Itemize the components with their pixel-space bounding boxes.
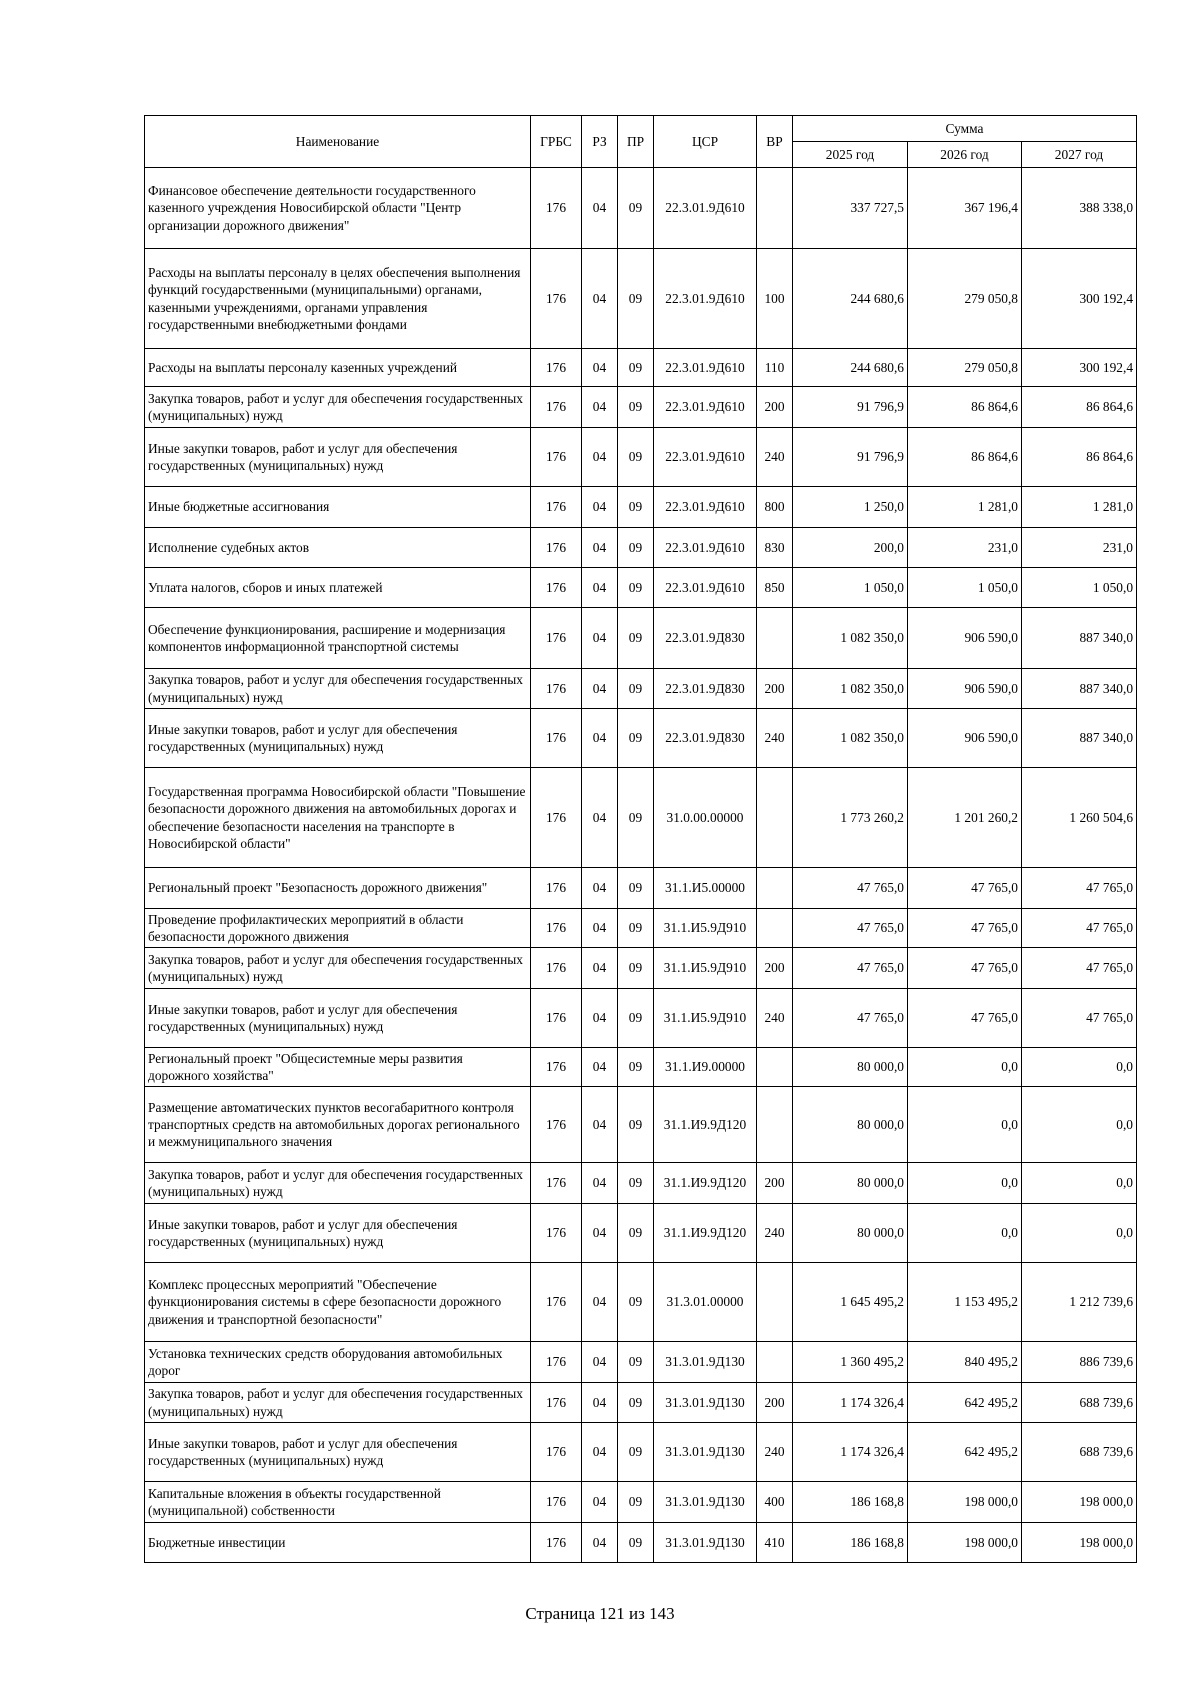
page-number: Страница 121 из 143 — [525, 1604, 675, 1623]
table-row — [145, 909, 1137, 948]
cell-vr: 240 — [757, 1423, 793, 1482]
cell-grbs: 176 — [531, 1423, 582, 1482]
cell-sum-2025: 47 765,0 — [793, 989, 908, 1048]
header-pr: ПР — [618, 116, 654, 168]
cell-vr: 200 — [757, 1383, 793, 1423]
cell-sum-2027: 886 739,6 — [1022, 1342, 1137, 1383]
header-csr: ЦСР — [654, 116, 757, 168]
cell-name: Закупка товаров, работ и услуг для обеспечения государственных (муниципальных) нужд — [145, 669, 531, 709]
cell-grbs: 176 — [531, 989, 582, 1048]
cell-csr: 31.1.И9.9Д120 — [654, 1163, 757, 1204]
cell-pr: 09 — [618, 868, 654, 909]
cell-rz: 04 — [582, 1482, 618, 1523]
cell-sum-2026: 367 196,4 — [908, 168, 1022, 249]
table-body — [145, 168, 1137, 1563]
cell-pr: 09 — [618, 568, 654, 608]
cell-name: Региональный проект "Безопасность дорожного движения" — [145, 868, 531, 909]
cell-sum-2025: 1 250,0 — [793, 487, 908, 528]
cell-grbs: 176 — [531, 168, 582, 249]
cell-sum-2025: 80 000,0 — [793, 1204, 908, 1263]
cell-rz: 04 — [582, 387, 618, 428]
table-row — [145, 1342, 1137, 1383]
cell-sum-2025: 47 765,0 — [793, 948, 908, 989]
cell-sum-2025: 47 765,0 — [793, 909, 908, 948]
cell-sum-2027: 300 192,4 — [1022, 249, 1137, 349]
cell-vr: 800 — [757, 487, 793, 528]
budget-table — [144, 115, 1137, 1563]
cell-sum-2027: 47 765,0 — [1022, 948, 1137, 989]
cell-sum-2025: 91 796,9 — [793, 428, 908, 487]
cell-name: Закупка товаров, работ и услуг для обеспечения государственных (муниципальных) нужд — [145, 1163, 531, 1204]
cell-grbs: 176 — [531, 428, 582, 487]
cell-sum-2026: 47 765,0 — [908, 868, 1022, 909]
cell-name: Иные закупки товаров, работ и услуг для обеспечения государственных (муниципальных) нужд — [145, 989, 531, 1048]
cell-sum-2027: 47 765,0 — [1022, 868, 1137, 909]
cell-name: Иные закупки товаров, работ и услуг для обеспечения государственных (муниципальных) нужд — [145, 1423, 531, 1482]
cell-pr: 09 — [618, 1048, 654, 1087]
cell-sum-2025: 47 765,0 — [793, 868, 908, 909]
cell-name: Обеспечение функционирования, расширение и модернизация компонентов информационной транспортной системы — [145, 608, 531, 669]
cell-sum-2026: 840 495,2 — [908, 1342, 1022, 1383]
cell-sum-2025: 80 000,0 — [793, 1087, 908, 1163]
table-row — [145, 1423, 1137, 1482]
cell-pr: 09 — [618, 1204, 654, 1263]
cell-sum-2026: 47 765,0 — [908, 909, 1022, 948]
cell-vr: 850 — [757, 568, 793, 608]
cell-csr: 31.3.01.9Д130 — [654, 1383, 757, 1423]
cell-rz: 04 — [582, 1383, 618, 1423]
cell-name: Иные закупки товаров, работ и услуг для обеспечения государственных (муниципальных) нужд — [145, 428, 531, 487]
cell-sum-2026: 279 050,8 — [908, 249, 1022, 349]
cell-vr: 110 — [757, 349, 793, 387]
cell-sum-2027: 1 260 504,6 — [1022, 768, 1137, 868]
table-row — [145, 768, 1137, 868]
cell-sum-2025: 1 174 326,4 — [793, 1383, 908, 1423]
cell-vr: 240 — [757, 989, 793, 1048]
cell-pr: 09 — [618, 1383, 654, 1423]
cell-vr: 200 — [757, 387, 793, 428]
cell-sum-2025: 337 727,5 — [793, 168, 908, 249]
cell-grbs: 176 — [531, 1263, 582, 1342]
cell-grbs: 176 — [531, 909, 582, 948]
cell-name: Комплекс процессных мероприятий "Обеспечение функционирования системы в сфере безопасности дорожного движения и транспортной безопасности" — [145, 1263, 531, 1342]
cell-name: Иные закупки товаров, работ и услуг для обеспечения государственных (муниципальных) нужд — [145, 709, 531, 768]
cell-vr: 240 — [757, 1204, 793, 1263]
cell-grbs: 176 — [531, 1163, 582, 1204]
header-year-2027: 2027 год — [1022, 142, 1137, 168]
cell-sum-2026: 47 765,0 — [908, 989, 1022, 1048]
cell-pr: 09 — [618, 1482, 654, 1523]
cell-pr: 09 — [618, 387, 654, 428]
cell-name: Капитальные вложения в объекты государственной (муниципальной) собственности — [145, 1482, 531, 1523]
cell-sum-2027: 47 765,0 — [1022, 909, 1137, 948]
cell-rz: 04 — [582, 1342, 618, 1383]
cell-grbs: 176 — [531, 608, 582, 669]
cell-pr: 09 — [618, 168, 654, 249]
cell-pr: 09 — [618, 669, 654, 709]
cell-grbs: 176 — [531, 948, 582, 989]
table-row — [145, 669, 1137, 709]
cell-sum-2026: 1 281,0 — [908, 487, 1022, 528]
cell-sum-2027: 198 000,0 — [1022, 1482, 1137, 1523]
cell-sum-2027: 0,0 — [1022, 1087, 1137, 1163]
cell-grbs: 176 — [531, 1342, 582, 1383]
cell-name: Расходы на выплаты персоналу в целях обеспечения выполнения функций государственными (муниципальными) органами, казенными учреждениями, органами управления государственными внебюджетными фондами — [145, 249, 531, 349]
cell-csr: 31.3.01.9Д130 — [654, 1523, 757, 1563]
table-row — [145, 709, 1137, 768]
cell-sum-2026: 1 201 260,2 — [908, 768, 1022, 868]
cell-rz: 04 — [582, 989, 618, 1048]
cell-sum-2025: 1 082 350,0 — [793, 608, 908, 669]
cell-pr: 09 — [618, 428, 654, 487]
cell-pr: 09 — [618, 608, 654, 669]
cell-vr — [757, 909, 793, 948]
cell-sum-2027: 688 739,6 — [1022, 1423, 1137, 1482]
cell-vr: 200 — [757, 1163, 793, 1204]
cell-csr: 31.1.И5.9Д910 — [654, 989, 757, 1048]
cell-sum-2025: 1 360 495,2 — [793, 1342, 908, 1383]
cell-csr: 22.3.01.9Д830 — [654, 709, 757, 768]
cell-name: Закупка товаров, работ и услуг для обеспечения государственных (муниципальных) нужд — [145, 948, 531, 989]
cell-csr: 22.3.01.9Д830 — [654, 608, 757, 669]
cell-rz: 04 — [582, 1048, 618, 1087]
cell-sum-2026: 1 153 495,2 — [908, 1263, 1022, 1342]
cell-grbs: 176 — [531, 768, 582, 868]
cell-rz: 04 — [582, 528, 618, 568]
cell-rz: 04 — [582, 1087, 618, 1163]
table-row — [145, 1163, 1137, 1204]
cell-vr — [757, 1087, 793, 1163]
cell-vr — [757, 168, 793, 249]
cell-pr: 09 — [618, 909, 654, 948]
table-row — [145, 989, 1137, 1048]
cell-name: Бюджетные инвестиции — [145, 1523, 531, 1563]
cell-name: Иные закупки товаров, работ и услуг для обеспечения государственных (муниципальных) нужд — [145, 1204, 531, 1263]
cell-csr: 31.1.И5.9Д910 — [654, 909, 757, 948]
cell-vr — [757, 1342, 793, 1383]
cell-grbs: 176 — [531, 528, 582, 568]
table-row — [145, 1482, 1137, 1523]
cell-rz: 04 — [582, 428, 618, 487]
cell-vr: 200 — [757, 669, 793, 709]
cell-grbs: 176 — [531, 868, 582, 909]
cell-sum-2027: 231,0 — [1022, 528, 1137, 568]
cell-sum-2025: 186 168,8 — [793, 1482, 908, 1523]
cell-sum-2025: 1 773 260,2 — [793, 768, 908, 868]
cell-pr: 09 — [618, 249, 654, 349]
header-rz: РЗ — [582, 116, 618, 168]
table-row — [145, 1263, 1137, 1342]
cell-sum-2027: 887 340,0 — [1022, 608, 1137, 669]
cell-rz: 04 — [582, 249, 618, 349]
cell-grbs: 176 — [531, 669, 582, 709]
cell-vr: 100 — [757, 249, 793, 349]
table-row — [145, 387, 1137, 428]
cell-sum-2026: 906 590,0 — [908, 669, 1022, 709]
cell-grbs: 176 — [531, 1087, 582, 1163]
cell-csr: 22.3.01.9Д830 — [654, 669, 757, 709]
cell-pr: 09 — [618, 768, 654, 868]
table-header — [145, 116, 1137, 168]
header-sum: Сумма — [793, 116, 1137, 142]
cell-vr: 240 — [757, 709, 793, 768]
cell-csr: 31.1.И5.9Д910 — [654, 948, 757, 989]
cell-rz: 04 — [582, 1163, 618, 1204]
cell-sum-2027: 0,0 — [1022, 1163, 1137, 1204]
cell-csr: 31.3.01.9Д130 — [654, 1423, 757, 1482]
cell-csr: 22.3.01.9Д610 — [654, 249, 757, 349]
cell-sum-2025: 80 000,0 — [793, 1048, 908, 1087]
cell-csr: 22.3.01.9Д610 — [654, 387, 757, 428]
table-row — [145, 948, 1137, 989]
table-row — [145, 428, 1137, 487]
cell-rz: 04 — [582, 168, 618, 249]
cell-name: Исполнение судебных актов — [145, 528, 531, 568]
cell-sum-2026: 47 765,0 — [908, 948, 1022, 989]
cell-sum-2026: 0,0 — [908, 1048, 1022, 1087]
table-row — [145, 487, 1137, 528]
cell-sum-2027: 198 000,0 — [1022, 1523, 1137, 1563]
cell-sum-2027: 0,0 — [1022, 1048, 1137, 1087]
cell-rz: 04 — [582, 768, 618, 868]
cell-name: Установка технических средств оборудования автомобильных дорог — [145, 1342, 531, 1383]
table-row — [145, 168, 1137, 249]
cell-name: Финансовое обеспечение деятельности государственного казенного учреждения Новосибирской области "Центр организации дорожного движения" — [145, 168, 531, 249]
cell-sum-2026: 642 495,2 — [908, 1423, 1022, 1482]
table-row — [145, 249, 1137, 349]
cell-rz: 04 — [582, 948, 618, 989]
cell-sum-2025: 200,0 — [793, 528, 908, 568]
cell-name: Закупка товаров, работ и услуг для обеспечения государственных (муниципальных) нужд — [145, 387, 531, 428]
table-row — [145, 1383, 1137, 1423]
table-row — [145, 608, 1137, 669]
cell-rz: 04 — [582, 1423, 618, 1482]
cell-pr: 09 — [618, 528, 654, 568]
cell-sum-2026: 1 050,0 — [908, 568, 1022, 608]
header-year-2025: 2025 год — [793, 142, 908, 168]
cell-vr — [757, 1048, 793, 1087]
cell-rz: 04 — [582, 669, 618, 709]
cell-sum-2027: 1 281,0 — [1022, 487, 1137, 528]
cell-vr — [757, 608, 793, 669]
cell-sum-2026: 231,0 — [908, 528, 1022, 568]
cell-vr: 400 — [757, 1482, 793, 1523]
cell-csr: 31.1.И9.9Д120 — [654, 1087, 757, 1163]
table-row — [145, 1048, 1137, 1087]
cell-name: Иные бюджетные ассигнования — [145, 487, 531, 528]
cell-pr: 09 — [618, 1087, 654, 1163]
cell-rz: 04 — [582, 568, 618, 608]
cell-rz: 04 — [582, 868, 618, 909]
cell-csr: 22.3.01.9Д610 — [654, 528, 757, 568]
cell-csr: 22.3.01.9Д610 — [654, 349, 757, 387]
cell-rz: 04 — [582, 1204, 618, 1263]
cell-grbs: 176 — [531, 1523, 582, 1563]
cell-csr: 31.0.00.00000 — [654, 768, 757, 868]
table-row — [145, 528, 1137, 568]
cell-csr: 31.1.И9.9Д120 — [654, 1204, 757, 1263]
cell-rz: 04 — [582, 709, 618, 768]
cell-sum-2026: 0,0 — [908, 1087, 1022, 1163]
cell-rz: 04 — [582, 909, 618, 948]
cell-grbs: 176 — [531, 1048, 582, 1087]
cell-rz: 04 — [582, 608, 618, 669]
cell-vr — [757, 868, 793, 909]
cell-sum-2026: 198 000,0 — [908, 1482, 1022, 1523]
cell-rz: 04 — [582, 487, 618, 528]
cell-name: Закупка товаров, работ и услуг для обеспечения государственных (муниципальных) нужд — [145, 1383, 531, 1423]
cell-name: Проведение профилактических мероприятий в области безопасности дорожного движения — [145, 909, 531, 948]
cell-pr: 09 — [618, 349, 654, 387]
cell-sum-2025: 1 082 350,0 — [793, 709, 908, 768]
cell-sum-2026: 906 590,0 — [908, 608, 1022, 669]
cell-grbs: 176 — [531, 387, 582, 428]
table-row — [145, 568, 1137, 608]
cell-vr: 240 — [757, 428, 793, 487]
table-row — [145, 1087, 1137, 1163]
cell-csr: 31.3.01.9Д130 — [654, 1342, 757, 1383]
cell-sum-2025: 1 174 326,4 — [793, 1423, 908, 1482]
cell-sum-2027: 388 338,0 — [1022, 168, 1137, 249]
table-row — [145, 1204, 1137, 1263]
cell-sum-2026: 906 590,0 — [908, 709, 1022, 768]
cell-sum-2026: 0,0 — [908, 1163, 1022, 1204]
cell-sum-2027: 1 050,0 — [1022, 568, 1137, 608]
cell-pr: 09 — [618, 1163, 654, 1204]
table-row — [145, 1523, 1137, 1563]
header-year-2026: 2026 год — [908, 142, 1022, 168]
cell-grbs: 176 — [531, 487, 582, 528]
cell-csr: 31.1.И5.00000 — [654, 868, 757, 909]
header-grbs: ГРБС — [531, 116, 582, 168]
cell-sum-2026: 86 864,6 — [908, 428, 1022, 487]
cell-sum-2025: 91 796,9 — [793, 387, 908, 428]
cell-sum-2027: 86 864,6 — [1022, 387, 1137, 428]
cell-csr: 31.1.И9.00000 — [654, 1048, 757, 1087]
cell-csr: 22.3.01.9Д610 — [654, 168, 757, 249]
cell-pr: 09 — [618, 487, 654, 528]
cell-sum-2026: 0,0 — [908, 1204, 1022, 1263]
cell-sum-2027: 47 765,0 — [1022, 989, 1137, 1048]
cell-sum-2027: 887 340,0 — [1022, 709, 1137, 768]
cell-name: Государственная программа Новосибирской области "Повышение безопасности дорожного движения на автомобильных дорогах и обеспечение безопасности населения на транспорте в Новосибирской области" — [145, 768, 531, 868]
cell-sum-2027: 1 212 739,6 — [1022, 1263, 1137, 1342]
cell-sum-2025: 244 680,6 — [793, 249, 908, 349]
cell-name: Размещение автоматических пунктов весогабаритного контроля транспортных средств на автомобильных дорогах регионального и межмуниципального значения — [145, 1087, 531, 1163]
cell-sum-2027: 86 864,6 — [1022, 428, 1137, 487]
cell-csr: 31.3.01.00000 — [654, 1263, 757, 1342]
cell-sum-2027: 887 340,0 — [1022, 669, 1137, 709]
cell-pr: 09 — [618, 989, 654, 1048]
cell-sum-2026: 279 050,8 — [908, 349, 1022, 387]
cell-vr — [757, 768, 793, 868]
cell-sum-2027: 300 192,4 — [1022, 349, 1137, 387]
table-row — [145, 349, 1137, 387]
cell-pr: 09 — [618, 1423, 654, 1482]
cell-sum-2025: 1 082 350,0 — [793, 669, 908, 709]
header-vr: ВР — [757, 116, 793, 168]
cell-vr: 830 — [757, 528, 793, 568]
cell-rz: 04 — [582, 1263, 618, 1342]
cell-pr: 09 — [618, 709, 654, 768]
cell-sum-2027: 688 739,6 — [1022, 1383, 1137, 1423]
header-name: Наименование — [145, 116, 531, 168]
cell-pr: 09 — [618, 948, 654, 989]
cell-sum-2025: 186 168,8 — [793, 1523, 908, 1563]
cell-grbs: 176 — [531, 709, 582, 768]
cell-grbs: 176 — [531, 249, 582, 349]
cell-vr: 200 — [757, 948, 793, 989]
cell-pr: 09 — [618, 1523, 654, 1563]
cell-grbs: 176 — [531, 349, 582, 387]
cell-sum-2027: 0,0 — [1022, 1204, 1137, 1263]
cell-csr: 22.3.01.9Д610 — [654, 487, 757, 528]
cell-sum-2025: 244 680,6 — [793, 349, 908, 387]
cell-sum-2026: 642 495,2 — [908, 1383, 1022, 1423]
cell-csr: 31.3.01.9Д130 — [654, 1482, 757, 1523]
cell-name: Региональный проект "Общесистемные меры развития дорожного хозяйства" — [145, 1048, 531, 1087]
cell-pr: 09 — [618, 1342, 654, 1383]
cell-sum-2025: 1 050,0 — [793, 568, 908, 608]
table-row — [145, 868, 1137, 909]
cell-grbs: 176 — [531, 568, 582, 608]
cell-pr: 09 — [618, 1263, 654, 1342]
cell-rz: 04 — [582, 349, 618, 387]
cell-grbs: 176 — [531, 1204, 582, 1263]
cell-vr: 410 — [757, 1523, 793, 1563]
cell-sum-2026: 86 864,6 — [908, 387, 1022, 428]
cell-sum-2025: 80 000,0 — [793, 1163, 908, 1204]
cell-grbs: 176 — [531, 1482, 582, 1523]
cell-name: Уплата налогов, сборов и иных платежей — [145, 568, 531, 608]
cell-vr — [757, 1263, 793, 1342]
cell-grbs: 176 — [531, 1383, 582, 1423]
cell-csr: 22.3.01.9Д610 — [654, 428, 757, 487]
cell-rz: 04 — [582, 1523, 618, 1563]
cell-sum-2026: 198 000,0 — [908, 1523, 1022, 1563]
cell-csr: 22.3.01.9Д610 — [654, 568, 757, 608]
cell-name: Расходы на выплаты персоналу казенных учреждений — [145, 349, 531, 387]
cell-sum-2025: 1 645 495,2 — [793, 1263, 908, 1342]
